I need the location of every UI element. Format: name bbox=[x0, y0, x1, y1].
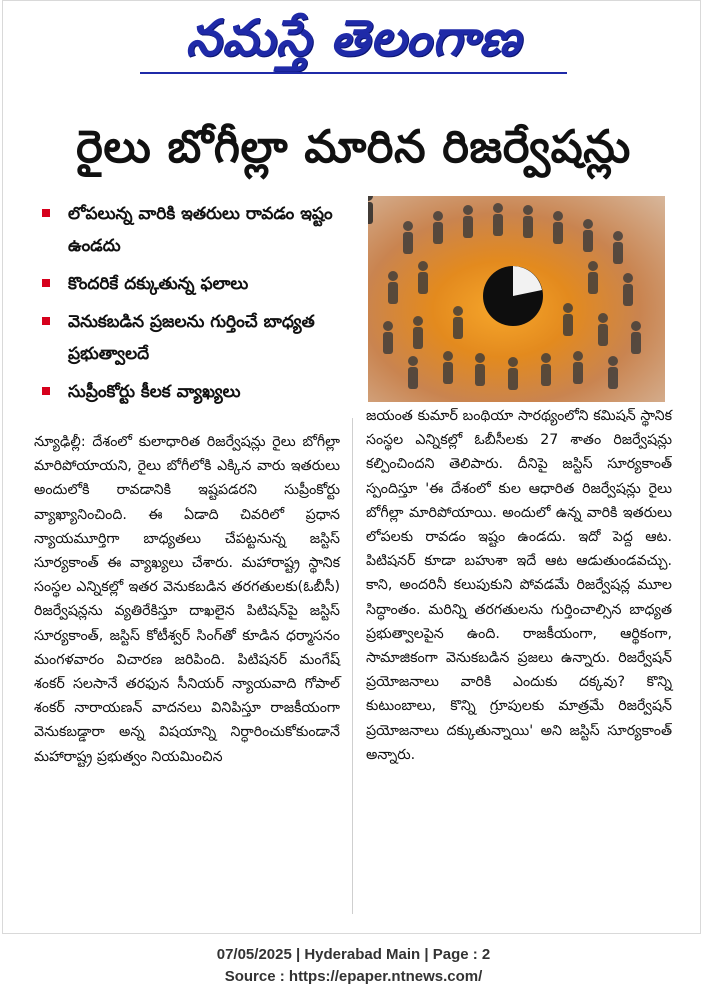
column-divider bbox=[352, 418, 353, 914]
edition-info: 07/05/2025 | Hyderabad Main | Page : 2 bbox=[216, 946, 491, 963]
highlight-text: కొందరికే దక్కుతున్న ఫలాలు bbox=[68, 274, 249, 294]
highlight-text: సుప్రీంకోర్టు కీలక వ్యాఖ్యలు bbox=[68, 382, 241, 402]
bullet-square-icon bbox=[42, 317, 50, 325]
article-photo bbox=[368, 196, 665, 402]
bullet-square-icon bbox=[42, 387, 50, 395]
highlight-text: లోపలున్న వారికి ఇతరులు రావడం ఇష్టం ఉండదు bbox=[68, 204, 333, 256]
bullet-square-icon bbox=[42, 209, 50, 217]
highlight-item bbox=[34, 306, 362, 370]
highlight-item bbox=[34, 268, 362, 300]
article-body-left-column: న్యూఢిల్లీ: దేశంలో కులాధారిత రిజర్వేషన్లు రైలు బోగీల్లా మారిపోయాయని, రైలు బోగీలోకి ఎక్కిన వారు ఇతరులు అందులోకి రావడానికి ఇష్టపడరని సుప్రీంకోర్టు వ్యాఖ్యానించింది. ఈ ఏడాది చివరిలో ప్రధాన న్యాయమూర్తిగా బాధ్యతలు చేపట్టనున్న జస్టిస్ సూర్యకాంత్ ఈ వ్యాఖ్యలు చేశారు. మహారాష్ట్ర స్థానిక సంస్థల ఎన్నికల్లో ఇతర వెనుకబడిన తరగతులకు(ఓబీసీ) రిజర్వేషన్లను వ్యతిరేకిస్తూ దాఖలైన పిటిషన్‌పై జస్టిస్ సూర్యకాంత్, జస్టిస్ కోటీశ్వర్ సింగ్‌తో కూడిన ధర్మాసనం మంగళవారం విచారణ జరిపింది. పిటిషనర్ మంగేష్ శంకర్ సలసానే తరఫున సీనియర్ న్యాయవాది గోపాల్ శంకర్ నారాయణన్ వాదనలు వినిపిస్తూ రాజకీయంగా వెనుకబడ్డారా అన్న విషయాన్ని నిర్ధారించుకోకుండానే మహారాష్ట్ర ప్రభుత్వం నియమించిన bbox=[34, 434, 340, 765]
newspaper-masthead: నమస్తే తెలంగాణ bbox=[185, 8, 522, 67]
bullet-square-icon bbox=[42, 279, 50, 287]
highlight-text: వెనుకబడిన ప్రజలను గుర్తించే బాధ్యత ప్రభుత్వాలదే bbox=[68, 312, 315, 364]
highlight-list bbox=[34, 198, 362, 414]
crowd-illustration bbox=[368, 196, 665, 402]
article-headline: రైలు బోగీల్లా మారిన రిజర్వేషన్లు bbox=[76, 120, 631, 173]
highlight-item bbox=[34, 376, 362, 408]
masthead-rule bbox=[140, 72, 567, 74]
article-body-right-column: జయంత కుమార్ బంథియా సారథ్యంలోని కమిషన్ స్థానిక సంస్థల ఎన్నికల్లో ఓబీసీలకు 27 శాతం రిజర్వేషన్లు కల్పించిందని తెలిపారు. దీనిపై జస్టిస్ సూర్యకాంత్ స్పందిస్తూ 'ఈ దేశంలో కుల ఆధారిత రిజర్వేషన్లు రైలు బోగీల్లా మారిపోయాయి. అందులో ఉన్న వారికి ఇతరులు లోపలకు రావడం ఇష్టం ఉండదు. ఇదో పెద్ద ఆట. పిటిషనర్ కూడా బహుశా ఇదే ఆట ఆడుతుండవచ్చు. కాని, అందరినీ కలుపుకుని పోవడమే రిజర్వేషన్ల మూల సిద్ధాంతం. మరిన్ని తరగతులను గుర్తించాల్సిన బాధ్యత ప్రభుత్వాలపైన ఉంది. రాజకీయంగా, ఆర్థికంగా, సామాజికంగా వెనుకబడిన ప్రజలు ఉన్నారు. రిజర్వేషన్ ప్రయోజనాలు వారికి ఎందుకు దక్కవు? కొన్ని కుటుంబాలు, కొన్ని గ్రూపులకు మాత్రమే రిజర్వేషన్ ప్రయోజనాలు దక్కుతున్నాయి' అని జస్టిస్ సూర్యకాంత్ అన్నారు. bbox=[366, 408, 673, 763]
page-footer bbox=[0, 944, 707, 988]
highlight-item bbox=[34, 198, 362, 262]
source-line: Source : https://epaper.ntnews.com/ bbox=[224, 968, 483, 985]
